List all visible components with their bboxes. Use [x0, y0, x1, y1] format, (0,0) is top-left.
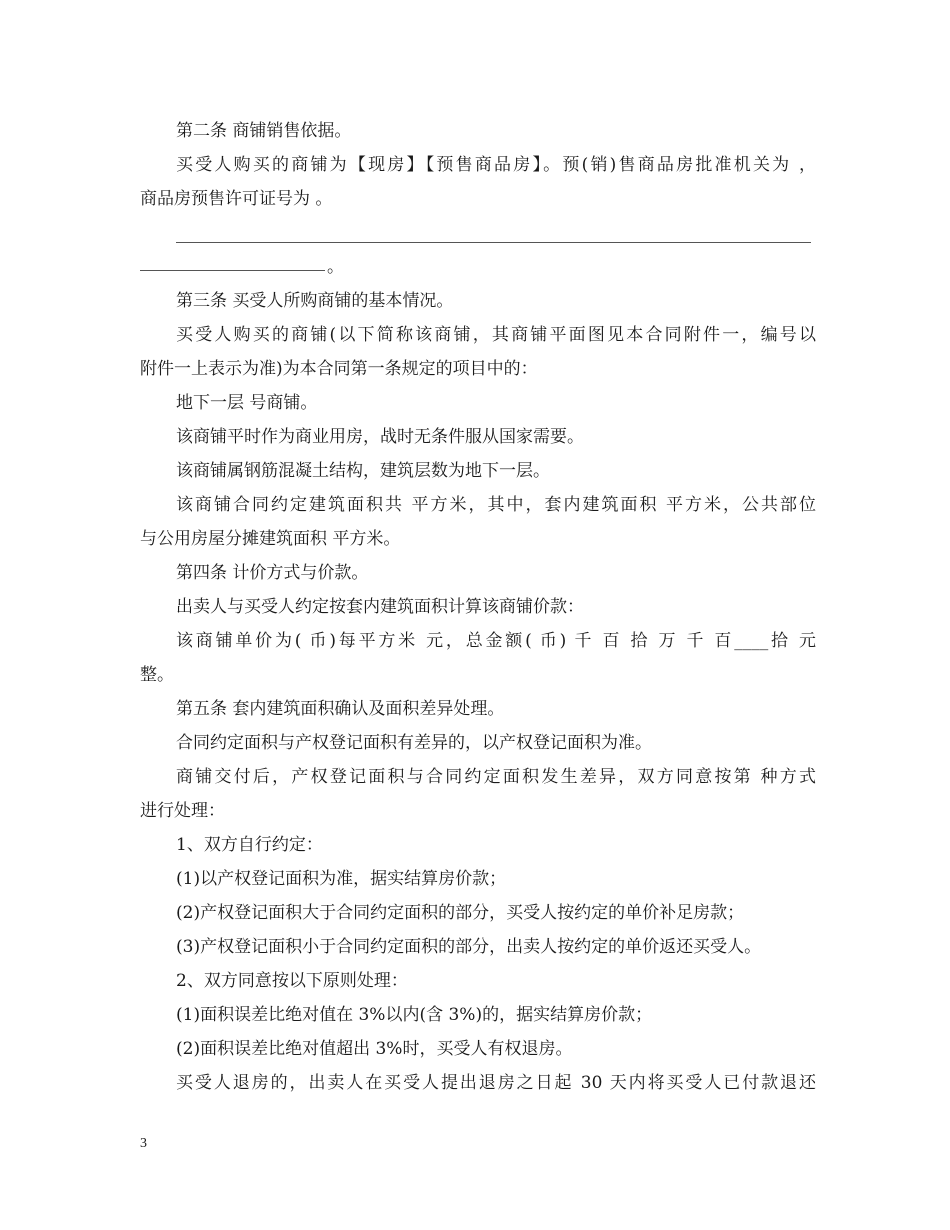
- blank-fill-line: [140, 216, 816, 250]
- text-line: 地下一层 号商铺。: [176, 393, 318, 413]
- text-line: 该商铺属钢筋混凝土结构，建筑层数为地下一层。: [176, 461, 550, 481]
- text-line: (1)以产权登记面积为准，据实结算房价款；: [176, 869, 507, 889]
- line-end-punctuation: 。: [327, 257, 344, 277]
- text-line: 第二条 商铺销售依据。: [176, 121, 352, 141]
- text-line: 该商铺合同约定建筑面积共 平方米，其中，套内建筑面积 平方米，公共部位: [176, 495, 816, 515]
- text-line: 该商铺单价为( 币)每平方米 元，总金额( 币) 千 百 拾 万 千 百____拾 元: [176, 631, 816, 651]
- page-number: 3: [140, 1136, 147, 1151]
- text-line: (1)面积误差比绝对值在 3%以内(含 3%)的，据实结算房价款；: [176, 1005, 653, 1025]
- text-line: 商品房预售许可证号为 。: [140, 189, 333, 209]
- text-line: 第四条 计价方式与价款。: [176, 563, 369, 583]
- text-line: 进行处理：: [140, 801, 225, 821]
- text-line: (3)产权登记面积小于合同约定面积的部分，出卖人按约定的单价返还买受人。: [176, 937, 762, 957]
- text-line: 1、双方自行约定：: [176, 835, 323, 855]
- text-line: 第五条 套内建筑面积确认及面积差异处理。: [176, 699, 505, 719]
- text-line: 商铺交付后，产权登记面积与合同约定面积发生差异，双方同意按第 种方式: [176, 767, 816, 787]
- text-line: 出卖人与买受人约定按套内建筑面积计算该商铺价款：: [176, 597, 584, 617]
- text-line: 买受人退房的，出卖人在买受人提出退房之日起 30 天内将买受人已付款退还: [176, 1073, 816, 1093]
- text-line: (2)面积误差比绝对值超出 3%时，买受人有权退房。: [176, 1039, 573, 1059]
- blank-fill-line-end: [140, 250, 816, 284]
- text-line: 第三条 买受人所购商铺的基本情况。: [176, 291, 454, 311]
- text-line: 买受人购买的商铺(以下简称该商铺，其商铺平面图见本合同附件一，编号以: [176, 325, 816, 345]
- text-line: 合同约定面积与产权登记面积有差异的，以产权登记面积为准。: [176, 733, 652, 753]
- text-line: 买受人购买的商铺为【现房】【预售商品房】。预(销)售商品房批准机关为 ，: [176, 155, 816, 175]
- text-line: 与公用房屋分摊建筑面积 平方米。: [140, 529, 401, 549]
- text-line: 附件一上表示为准)为本合同第一条规定的项目中的：: [140, 359, 538, 379]
- text-line: (2)产权登记面积大于合同约定面积的部分，买受人按约定的单价补足房款；: [176, 903, 745, 923]
- document-body: [140, 114, 816, 1100]
- text-line: 整。: [140, 665, 174, 685]
- text-line: 2、双方同意按以下原则处理：: [176, 971, 408, 991]
- underline-rule: [176, 242, 811, 243]
- text-line: 该商铺平时作为商业用房，战时无条件服从国家需要。: [176, 427, 584, 447]
- underline-rule: [140, 270, 325, 271]
